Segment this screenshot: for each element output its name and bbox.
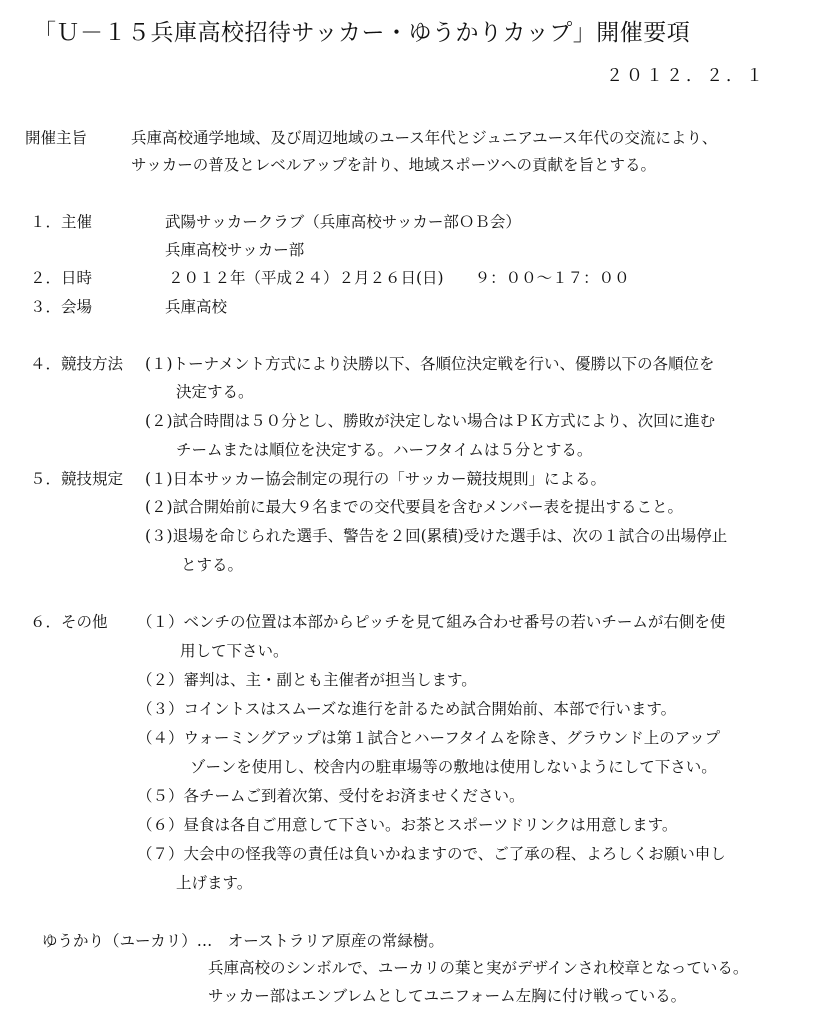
other-item: （５）各チームご到着次第、受付をお済ませください。 (137, 787, 525, 805)
method-item-cont: 決定する。 (176, 383, 254, 401)
purpose-label: 開催主旨 (25, 129, 88, 147)
other-item: （７）大会中の怪我等の責任は負いかねますので、ご了承の程、よろしくお願い申し (137, 845, 726, 863)
datetime-value: ２０１２年（平成２４）２月２６日(日) ９：００～１７：００ (168, 269, 630, 287)
organizer-line: 兵庫高校サッカー部 (165, 241, 305, 259)
rules-item: (１)日本サッカー協会制定の現行の「サッカー競技規則」による。 (145, 470, 606, 488)
venue-value: 兵庫高校 (165, 298, 228, 316)
other-item-cont: ゾーンを使用し、校舎内の駐車場等の敷地は使用しないようにして下さい。 (190, 758, 717, 776)
rules-item: (２)試合開始前に最大９名までの交代要員を含むメンバー表を提出すること。 (145, 498, 684, 516)
page-title: 「Ｕ－１５兵庫高校招待サッカー・ゆうかりカップ」開催要項 (33, 20, 691, 46)
method-item-cont: チームまたは順位を決定する。ハーフタイムは５分とする。 (176, 441, 593, 459)
rules-item: (３)退場を命じられた選手、警告を２回(累積)受けた選手は、次の１試合の出場停止 (145, 527, 728, 545)
method-label: ４．競技方法 (30, 355, 124, 373)
note-line: 兵庫高校のシンボルで、ユーカリの葉と実がデザインされ校章となっている。 (208, 959, 749, 977)
rules-label: ５．競技規定 (30, 470, 124, 488)
purpose-line: 兵庫高校通学地域、及び周辺地域のユース年代とジュニアユース年代の交流により、 (131, 129, 718, 147)
organizer-label: １．主催 (30, 213, 93, 231)
rules-item-cont: とする。 (181, 556, 244, 574)
document-date: ２０１２．２．１ (606, 66, 766, 86)
venue-label: ３．会場 (30, 298, 93, 316)
datetime-label: ２．日時 (30, 269, 93, 287)
other-item: （２）審判は、主・副とも主催者が担当します。 (137, 671, 477, 689)
other-item-cont: 上げます。 (176, 874, 253, 892)
other-item: （３）コイントスはスムーズな進行を計るため試合開始前、本部で行います。 (137, 700, 677, 718)
note-line: サッカー部はエンブレムとしてユニフォーム左胸に付け戦っている。 (208, 987, 687, 1005)
other-item: （１）ベンチの位置は本部からピッチを見て組み合わせ番号の若いチームが右側を使 (137, 613, 726, 631)
purpose-line: サッカーの普及とレベルアップを計り、地域スポーツへの貢献を旨とする。 (131, 156, 656, 174)
other-item: （６）昼食は各自ご用意して下さい。お茶とスポーツドリンクは用意します。 (137, 816, 678, 834)
organizer-line: 武陽サッカークラブ（兵庫高校サッカー部ＯＢ会） (165, 213, 521, 231)
method-item: (１)トーナメント方式により決勝以下、各順位決定戦を行い、優勝以下の各順位を (145, 355, 715, 373)
method-item: (２)試合時間は５０分とし、勝敗が決定しない場合はＰＫ方式により、次回に進む (145, 412, 716, 430)
note-line: ゆうかり（ユーカリ）… オーストラリア原産の常緑樹。 (42, 932, 444, 950)
other-item: （４）ウォーミングアップは第１試合とハーフタイムを除き、グラウンド上のアップ (137, 729, 721, 747)
other-label: ６．その他 (30, 613, 108, 631)
other-item-cont: 用して下さい。 (180, 642, 289, 660)
